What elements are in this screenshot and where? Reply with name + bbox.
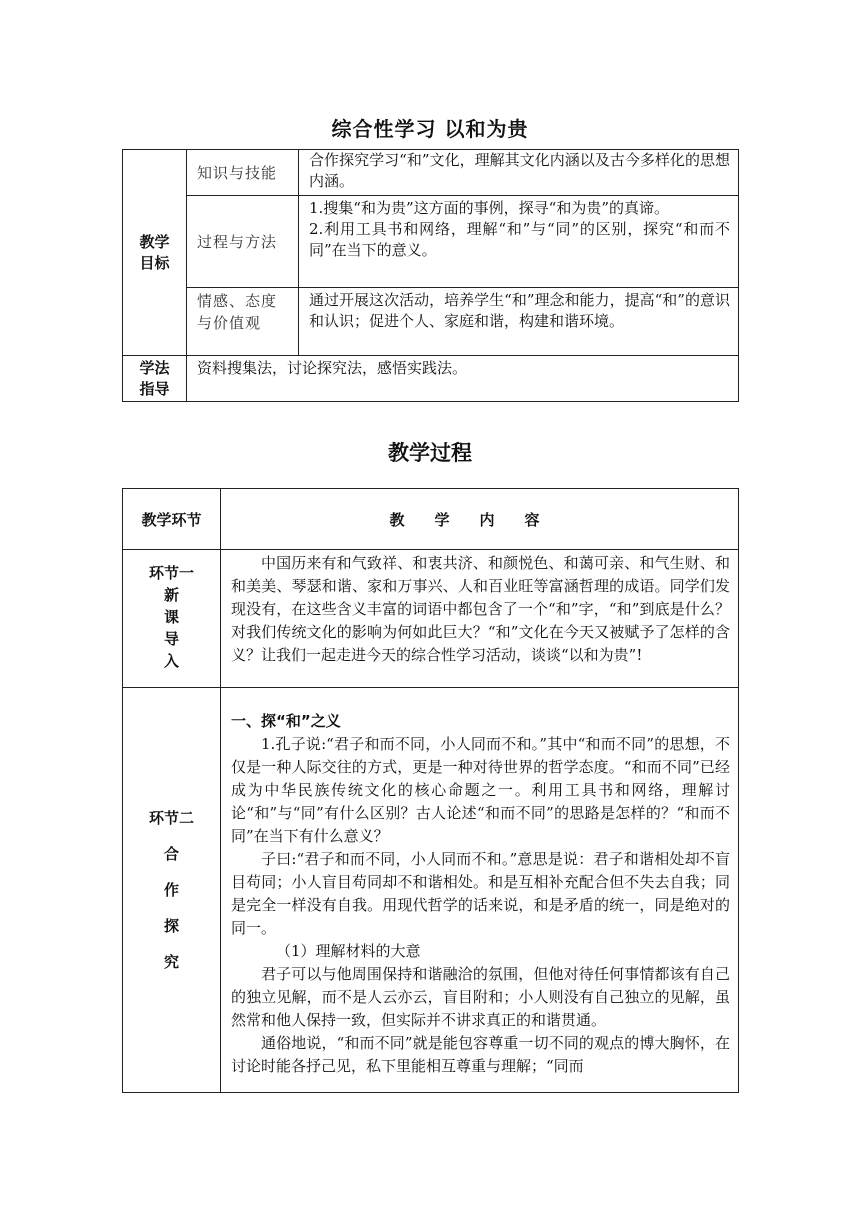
stage1-line-4: 入 bbox=[163, 652, 179, 670]
page-title: 综合性学习 以和为贵 bbox=[331, 117, 529, 141]
goal-process-text-1: 1.搜集“和为贵”这方面的事例，探寻“和为贵”的真谛。 bbox=[309, 199, 669, 217]
stage1-line-3: 导 bbox=[163, 630, 179, 648]
stage2-label bbox=[123, 688, 221, 1093]
goal-label-knowledge: 知识与技能 bbox=[187, 150, 299, 196]
process-header-stage: 教学环节 bbox=[123, 489, 221, 550]
stage2-line-4: 究 bbox=[163, 953, 179, 971]
stage2-paragraph-2: 子曰:“君子和而不同，小人同而不和。”意思是说：君子和谐相处却不盲目苟同；小人盲目苟同却不和谐相处。和是互相补充配合但不失去自我；同是完全一样没有自我。用现代哲学的话来说，和是矛盾的统一，同是绝对的同一。 bbox=[231, 850, 730, 937]
goal-content-knowledge bbox=[299, 150, 739, 196]
stage1-label bbox=[123, 550, 221, 688]
method-content: 资料搜集法，讨论探究法，感悟实践法。 bbox=[187, 356, 739, 402]
stage2-line-2: 作 bbox=[163, 881, 179, 899]
goal-attitude-text: 通过开展这次活动，培养学生“和”理念和能力，提高“和”的意识和认识；促进个人、家庭和谐，构建和谐环境。 bbox=[309, 291, 730, 330]
process-header-content: 教学内容 bbox=[221, 489, 739, 550]
stage2-paragraph-1: 1.孔子说:“君子和而不同，小人同而不和。”其中“和而不同”的思想，不仅是一种人际交往的方式，更是一种对待世界的哲学态度。“和而不同”已经成为中华民族传统文化的核心命题之一。利用工具书和网络，理解讨论“和”与“同”有什么区别？古人论述“和而不同”的思路是怎样的？“和而不同”在当下有什么意义？ bbox=[231, 735, 730, 845]
goal-content-attitude bbox=[299, 288, 739, 356]
goal-process-text-2: 2.利用工具书和网络，理解“和”与“同”的区别，探究“和而不同”在当下的意义。 bbox=[309, 220, 730, 259]
stage1-content bbox=[221, 550, 739, 688]
stage2-content bbox=[221, 688, 739, 1093]
goal-label-attitude: 情感、态度与价值观 bbox=[187, 288, 299, 356]
goal-content-process bbox=[299, 196, 739, 288]
stage1-text: 中国历来有和气致祥、和衷共济、和颜悦色、和蔼可亲、和气生财、和和美美、琴瑟和谐、家和万事兴、人和百业旺等富涵哲理的成语。同学们发现没有，在这些含义丰富的词语中都包含了一个“和”字，“和”到底是什么？对我们传统文化的影响为何如此巨大？“和”文化在今天又被赋予了怎样的含义？让我们一起走进今天的综合性学习活动，谈谈“以和为贵”! bbox=[231, 554, 730, 664]
goals-table bbox=[122, 149, 739, 402]
process-table bbox=[122, 488, 739, 1093]
stage2-paragraph-5: 通俗地说，“和而不同”就是能包容尊重一切不同的观点的博大胸怀，在讨论时能各抒己见，私下里能相互尊重与理解；“同而 bbox=[231, 1034, 730, 1075]
stage2-line-1: 合 bbox=[163, 845, 179, 863]
stage1-line-1: 新 bbox=[163, 586, 179, 604]
goals-head-line1: 教学 bbox=[139, 232, 170, 251]
process-title: 教学过程 bbox=[388, 441, 472, 465]
method-row-head bbox=[123, 356, 187, 402]
stage1-line-0: 环节一 bbox=[148, 564, 194, 582]
method-head-line2: 指导 bbox=[139, 379, 170, 398]
stage1-line-2: 课 bbox=[163, 608, 179, 626]
goals-head-line2: 目标 bbox=[139, 253, 170, 272]
goal-knowledge-text: 合作探究学习“和”文化，理解其文化内涵以及古今多样化的思想内涵。 bbox=[309, 151, 730, 190]
stage2-paragraph-3: （1）理解材料的大意 bbox=[276, 942, 421, 960]
stage2-paragraph-4: 君子可以与他周围保持和谐融洽的氛围，但他对待任何事情都该有自己的独立见解，而不是人云亦云，盲目附和；小人则没有自己独立的见解，虽然常和他人保持一致，但实际并不讲求真正的和谐贯通。 bbox=[231, 965, 730, 1029]
stage2-heading: 一、探“和”之义 bbox=[231, 712, 341, 730]
goal-label-process: 过程与方法 bbox=[187, 196, 299, 288]
stage2-line-0: 环节二 bbox=[148, 809, 194, 827]
method-head-line1: 学法 bbox=[139, 358, 170, 377]
goals-row-head bbox=[123, 150, 187, 356]
stage2-line-3: 探 bbox=[163, 917, 179, 935]
